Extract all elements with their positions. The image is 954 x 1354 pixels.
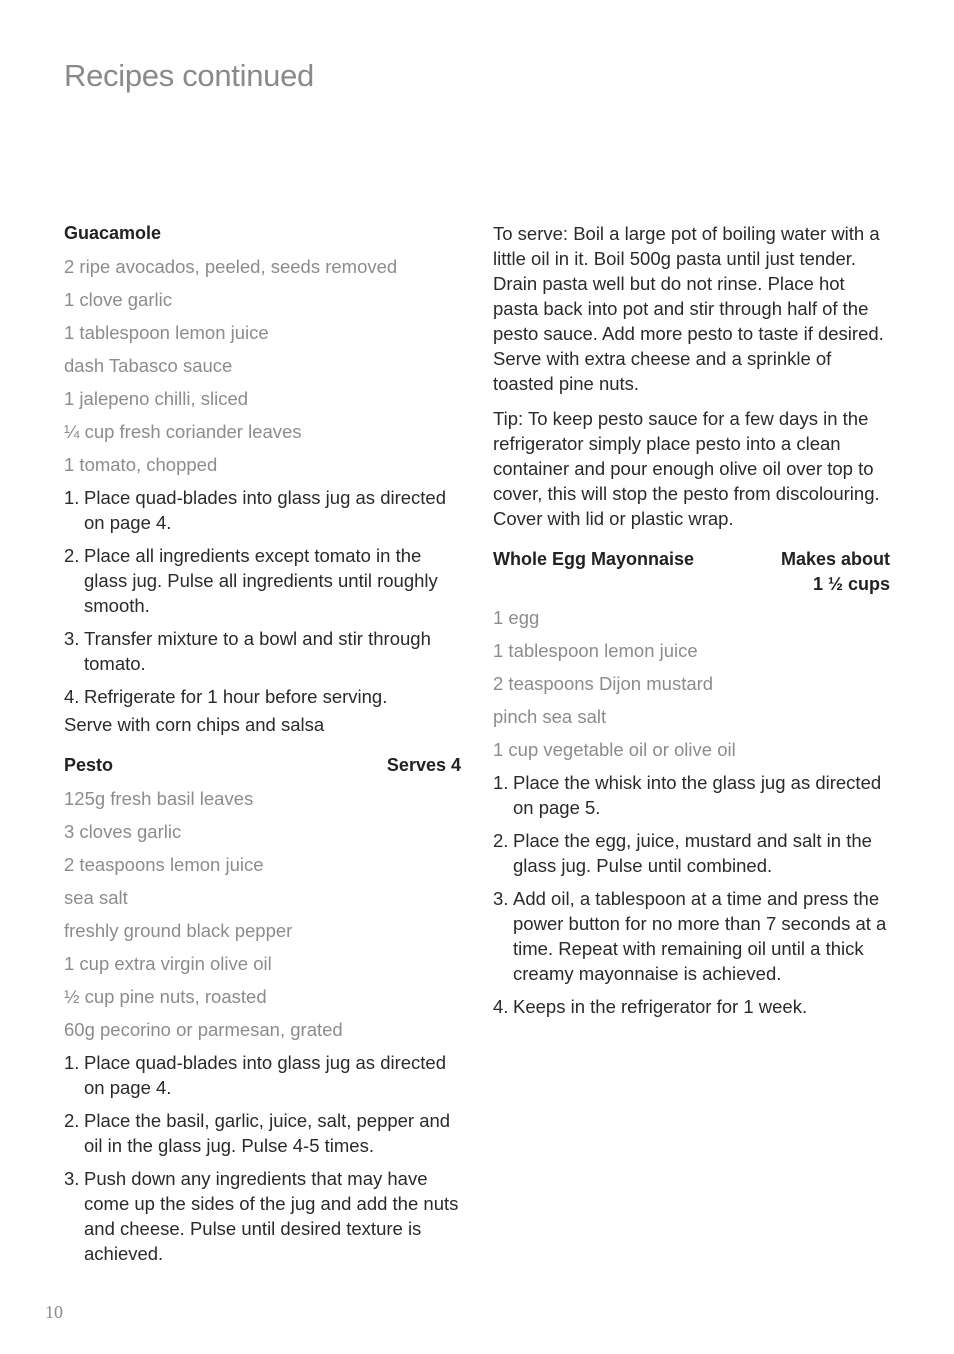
yield-line: Makes about (780, 549, 890, 569)
yield-line: 1 ½ cups (812, 574, 890, 594)
ingredient-item: ¼ cup fresh coriander leaves (64, 421, 302, 442)
method-step (493, 994, 890, 1019)
page-number: 10 (45, 1302, 63, 1322)
recipe-heading (493, 547, 890, 597)
ingredient-item: 125g fresh basil leaves (64, 788, 254, 809)
step-number: 1. (64, 1052, 80, 1073)
method-step (493, 886, 890, 986)
method-step (493, 770, 890, 820)
recipe-pesto (64, 753, 461, 1266)
pesto-serving-instructions: To serve: Boil a large pot of boiling water with a little oil in it. Boil 500g pasta until just tender. Drain pasta well but do not rinse. Place hot pasta back into pot and stir through half of the pesto sauce. Add more pesto to taste if desired. Serve with extra cheese and a sprinkle of toasted pine nuts. (493, 223, 884, 394)
ingredient-item: dash Tabasco sauce (64, 355, 233, 376)
step-number: 2. (493, 830, 509, 851)
step-text: Add oil, a tablespoon at a time and press the power button for no more than 7 seconds at a time. Repeat with remaining oil until a thick creamy mayonnaise is achieved. (513, 888, 887, 984)
ingredient-item: freshly ground black pepper (64, 920, 293, 941)
ingredient-item: 1 tomato, chopped (64, 454, 218, 475)
page-title: Recipes continued (64, 58, 314, 93)
ingredient-item: 2 ripe avocados, peeled, seeds removed (64, 256, 398, 277)
method-steps (493, 770, 890, 1019)
recipe-yield: Serves 4 (386, 755, 461, 775)
step-number: 3. (493, 888, 509, 909)
left-column (64, 221, 461, 1274)
method-step (64, 485, 461, 535)
recipe-title: Guacamole (64, 223, 162, 243)
recipe-guacamole (64, 221, 461, 737)
ingredient-item: 1 tablespoon lemon juice (64, 322, 269, 343)
step-number: 2. (64, 545, 80, 566)
ingredient-item: 1 egg (493, 607, 540, 628)
recipe-title: Pesto (64, 755, 114, 775)
ingredient-list (64, 786, 461, 1042)
ingredient-item: 1 tablespoon lemon juice (493, 640, 698, 661)
ingredient-item: 2 teaspoons lemon juice (64, 854, 264, 875)
right-column (493, 221, 890, 1027)
step-text: Refrigerate for 1 hour before serving. (84, 686, 388, 707)
step-number: 4. (493, 996, 509, 1017)
method-step (493, 828, 890, 878)
method-step (64, 1050, 461, 1100)
pesto-storage-tip: Tip: To keep pesto sauce for a few days in the refrigerator simply place pesto into a clean container and pour enough olive oil over top to cover, this will stop the pesto from discolouring. Cover with lid or plastic wrap. (493, 408, 880, 529)
recipe-yield (781, 547, 890, 597)
ingredient-item: sea salt (64, 887, 128, 908)
step-text: Place the whisk into the glass jug as directed on page 5. (513, 772, 882, 818)
step-number: 1. (493, 772, 509, 793)
recipe-heading (64, 221, 461, 246)
recipe-title: Whole Egg Mayonnaise (493, 549, 695, 569)
method-steps (64, 485, 461, 709)
ingredient-item: ½ cup pine nuts, roasted (64, 986, 267, 1007)
step-number: 1. (64, 487, 80, 508)
step-number: 3. (64, 628, 80, 649)
step-text: Place quad-blades into glass jug as directed on page 4. (84, 1052, 447, 1098)
step-number: 3. (64, 1168, 80, 1189)
method-steps (64, 1050, 461, 1266)
step-number: 4. (64, 686, 80, 707)
ingredient-list (64, 254, 461, 477)
serving-note: Serve with corn chips and salsa (64, 714, 325, 735)
method-step (64, 543, 461, 618)
ingredient-item: 1 cup extra virgin olive oil (64, 953, 272, 974)
method-step (64, 1166, 461, 1266)
step-text: Place the egg, juice, mustard and salt in the glass jug. Pulse until combined. (513, 830, 872, 876)
method-step (64, 626, 461, 676)
step-text: Push down any ingredients that may have come up the sides of the jug and add the nuts and cheese. Pulse until desired texture is achieved. (84, 1168, 459, 1264)
method-step (64, 1108, 461, 1158)
recipe-mayonnaise (493, 547, 890, 1019)
step-text: Place quad-blades into glass jug as directed on page 4. (84, 487, 447, 533)
step-text: Place the basil, garlic, juice, salt, pepper and oil in the glass jug. Pulse 4-5 times. (84, 1110, 451, 1156)
ingredient-item: 2 teaspoons Dijon mustard (493, 673, 714, 694)
step-text: Transfer mixture to a bowl and stir through tomato. (84, 628, 431, 674)
ingredient-item: 1 jalepeno chilli, sliced (64, 388, 249, 409)
ingredient-item: 1 clove garlic (64, 289, 172, 310)
ingredient-item: 60g pecorino or parmesan, grated (64, 1019, 343, 1040)
step-text: Place all ingredients except tomato in the glass jug. Pulse all ingredients until roughly smooth. (84, 545, 438, 616)
ingredient-list (493, 605, 890, 762)
method-step (64, 684, 461, 709)
ingredient-item: pinch sea salt (493, 706, 607, 727)
ingredient-item: 1 cup vegetable oil or olive oil (493, 739, 736, 760)
step-text: Keeps in the refrigerator for 1 week. (513, 996, 808, 1017)
step-number: 2. (64, 1110, 80, 1131)
recipe-heading (64, 753, 461, 778)
ingredient-item: 3 cloves garlic (64, 821, 182, 842)
